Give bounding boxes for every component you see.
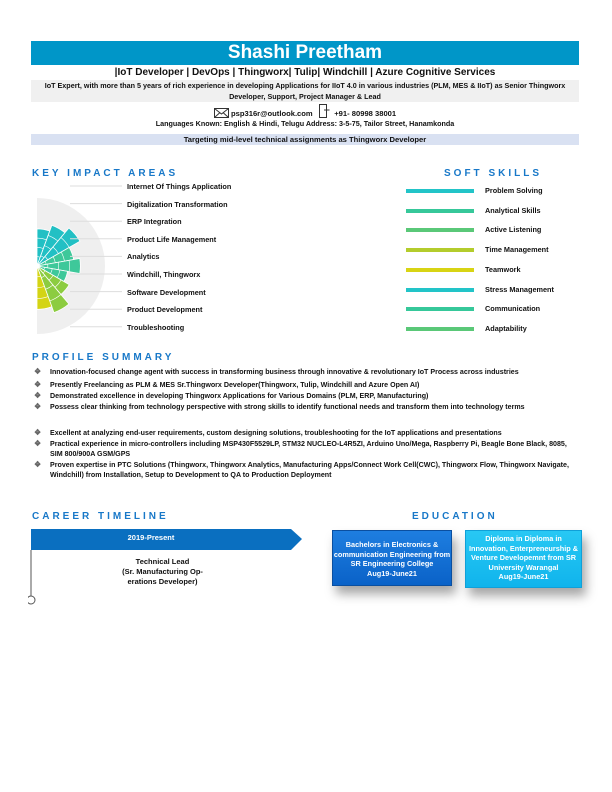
skill-bar [406, 189, 474, 193]
roles-line: |IoT Developer | DevOps | Thingworx| Tulip| Windchill | Azure Cognitive Services [114, 67, 496, 78]
profile-bullet [34, 402, 569, 412]
phone: +91- 80998 38001 [334, 109, 397, 118]
key-impact-title: KEY IMPACT AREAS [32, 168, 179, 179]
profile-bullet [34, 367, 569, 377]
diamond-bullet-icon: ❖ [34, 367, 42, 376]
diamond-bullet-icon: ❖ [34, 439, 42, 448]
key-impact-item: Product Life Management [127, 234, 217, 244]
skill-label: Time Management [485, 245, 549, 255]
key-impact-item: Internet Of Things Application [127, 182, 232, 191]
languages-address: Languages Known: English & Hindi, Telugu Address: 3-5-75, Tailor Street, Hanamkonda [155, 119, 455, 128]
bullet-text: Practical experience in micro-controllers including MSP430F5529LP, STM32 NUCLEO-L4R5ZI, Arduino Uno/Mega, Raspberry Pi, Beagle Bone Black, 8085, SIM 800/900A GSM/GPS [50, 440, 567, 458]
skill-bar [406, 209, 474, 213]
key-impact-item: Software Development [127, 287, 206, 297]
timeline-period: 2019-Present [127, 533, 175, 542]
skill-bar [406, 288, 474, 292]
key-impact-item: ERP Integration [127, 217, 182, 227]
education-card-bachelors [332, 530, 452, 586]
education-dates: Aug19-June21 [498, 572, 549, 581]
diamond-bullet-icon: ❖ [34, 391, 42, 400]
timeline-role-detail: (Sr. Manufacturing Op-erations Developer) [122, 567, 203, 586]
skill-label: Adaptability [485, 323, 527, 333]
skill-bar [406, 268, 474, 272]
intro-text: IoT Expert, with more than 5 years of rich experience in developing Applications for IIoT 4.0 in various industries (PLM, MES & IIoT) as Senior Thingworx Developer, Support, Project Manager & Lead [31, 80, 579, 102]
profile-summary-title: PROFILE SUMMARY [32, 352, 175, 363]
bullet-text: Demonstrated excellence in developing Thingworx Applications for Various Domains (PLM, ERP, Manufacturing) [50, 392, 429, 400]
contact-line [31, 104, 579, 120]
education-card-diploma [465, 530, 582, 588]
education-dates: Aug19-June21 [367, 568, 417, 578]
diamond-bullet-icon: ❖ [34, 428, 42, 437]
bullet-text: Excellent at analyzing end-user requirements, custom designing solutions, troubleshooting for the IoT applications and presentations [50, 429, 502, 437]
key-impact-radial-chart [0, 180, 130, 340]
profile-bullet [34, 460, 569, 480]
skill-label: Analytical Skills [485, 205, 541, 215]
skill-label: Communication [485, 304, 541, 314]
skill-bar [406, 248, 474, 252]
education-text: Diploma in Diploma in Innovation, Enterpreneurship & Venture Developemnt from SR University Warangal [468, 534, 579, 572]
timeline-role: Technical Lead [135, 557, 190, 566]
skill-label: Active Listening [485, 225, 542, 235]
skill-label: Problem Solving [485, 186, 543, 195]
target-role: Targeting mid-level technical assignments as Thingworx Developer [31, 134, 579, 145]
key-impact-item: Windchill, Thingworx [127, 270, 201, 279]
soft-skills-title: SOFT SKILLS [444, 168, 542, 179]
skill-bar [406, 327, 474, 331]
education-text: Bachelors in Electronics & communication Engineering from SR Engineering College [333, 540, 451, 568]
key-impact-item: Analytics [127, 252, 160, 262]
profile-bullet [34, 380, 569, 390]
profile-bullet [34, 439, 569, 459]
skill-label: Stress Management [485, 284, 554, 294]
email[interactable]: psp316r@outlook.com [231, 109, 313, 118]
skill-bar [406, 228, 474, 232]
key-impact-item: Troubleshooting [127, 322, 185, 332]
profile-bullet [34, 391, 569, 401]
bullet-text: Possess clear thinking from technology perspective with strong skills to identify functional needs and transform them into technology terms [50, 403, 525, 411]
education-title: EDUCATION [412, 511, 498, 522]
candidate-name: Shashi Preetham [31, 41, 579, 65]
bullet-text: Innovation-focused change agent with success in transforming business through innovative & revolutionary IoT Process across industries [50, 368, 519, 376]
bullet-text: Proven expertise in PTC Solutions (Thingworx, Thingworx Analytics, Manufacturing Apps/Connect Work Cell(CWC), Thingworx Flow, Thingworx Navigate, Windchill) from Installation, Setup to Development to QA to Production Deployment [50, 461, 569, 479]
phone-icon [319, 104, 330, 120]
bullet-text: Presently Freelancing as PLM & MES Sr.Thingworx Developer(Thingworx, Tulip, Windchill and Azure Open AI) [50, 381, 420, 389]
key-impact-item: Digitalization Transformation [127, 199, 228, 209]
profile-bullet [34, 428, 569, 438]
skill-label: Teamwork [485, 264, 521, 274]
skill-bar [406, 307, 474, 311]
diamond-bullet-icon: ❖ [34, 380, 42, 389]
timeline-node [28, 596, 35, 604]
career-timeline-title: CAREER TIMELINE [32, 511, 169, 522]
diamond-bullet-icon: ❖ [34, 402, 42, 411]
diamond-bullet-icon: ❖ [34, 460, 42, 469]
key-impact-item: Product Development [127, 305, 203, 315]
